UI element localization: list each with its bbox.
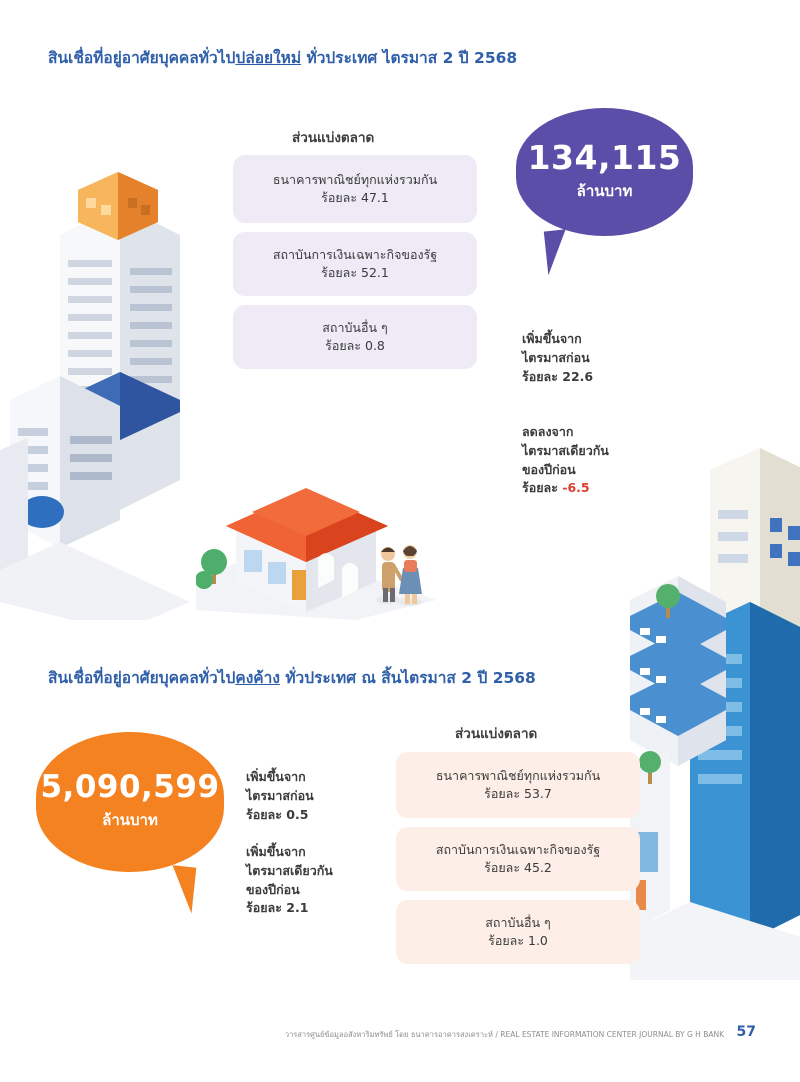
section1-stat-decrease-l1: ลดลงจาก bbox=[522, 424, 574, 439]
section1-pill-2-line2: ร้อยละ 52.1 bbox=[321, 265, 389, 280]
section1-pill-3-line1: สถาบันอื่น ๆ bbox=[322, 319, 388, 335]
section2-heading-pre: สินเชื่อที่อยู่อาศัยบุคคลทั่วไป bbox=[48, 669, 236, 687]
section2-heading bbox=[48, 665, 536, 690]
section1-stat-decrease bbox=[522, 423, 609, 498]
section2-stat-increase-q-l3: ร้อยละ 0.5 bbox=[246, 806, 309, 822]
section1-pill-1 bbox=[233, 155, 477, 223]
section2-pill-1-line2: ร้อยละ 53.7 bbox=[484, 786, 552, 801]
section2-pill-3-line2: ร้อยละ 1.0 bbox=[488, 933, 548, 948]
footer-text: วารสารศูนย์ข้อมูลอสังหาริมทรัพย์ โดย ธนาคารอาคารสงเคราะห์ / REAL ESTATE INFORMATION CENTER JOURNAL BY G H BANK bbox=[284, 1030, 724, 1039]
section1-stat-decrease-l4 bbox=[522, 479, 609, 498]
section2-value-unit: ล้านบาท bbox=[102, 811, 158, 829]
section1-value: 134,115 bbox=[527, 138, 682, 177]
section1-pill-3 bbox=[233, 305, 477, 369]
section1-pill-1-line2: ร้อยละ 47.1 bbox=[321, 190, 389, 205]
section1-stat-decrease-value: -6.5 bbox=[562, 480, 590, 496]
section2-stat-increase-y-l1: เพิ่มขึ้นจาก bbox=[246, 844, 306, 859]
section2-stat-increase-q bbox=[246, 768, 314, 824]
section1-stat-decrease-l3: ของปีก่อน bbox=[522, 461, 576, 477]
section1-heading bbox=[48, 45, 517, 70]
section2-heading-underline: คงค้าง bbox=[235, 669, 280, 687]
section1-value-bubble bbox=[516, 108, 693, 236]
section2-stat-increase-y bbox=[246, 843, 333, 918]
section2-stat-increase-y-l2: ไตรมาสเดียวกัน bbox=[246, 862, 333, 878]
section2-stat-increase-y-l4: ร้อยละ 2.1 bbox=[246, 900, 309, 916]
section1-heading-pre: สินเชื่อที่อยู่อาศัยบุคคลทั่วไป bbox=[48, 49, 236, 67]
section2-stat-increase-y-l3: ของปีก่อน bbox=[246, 881, 300, 897]
section1-stat-increase-l3: ร้อยละ 22.6 bbox=[522, 368, 594, 384]
section2-market-share-label: ส่วนแบ่งตลาด bbox=[455, 726, 538, 742]
section2-pill-3 bbox=[396, 900, 640, 964]
section1-stat-decrease-prefix: ร้อยละ bbox=[522, 480, 563, 496]
section1-heading-underline: ปล่อยใหม่ bbox=[235, 49, 302, 67]
section1-heading-post: ทั่วประเทศ ไตรมาส 2 ปี 2568 bbox=[301, 49, 518, 67]
section1-pill-2-line1: สถาบันการเงินเฉพาะกิจของรัฐ bbox=[272, 246, 438, 262]
section2-pill-1 bbox=[396, 752, 640, 818]
section1-stat-decrease-l2: ไตรมาสเดียวกัน bbox=[522, 442, 609, 458]
section2-heading-post: ทั่วประเทศ ณ สิ้นไตรมาส 2 ปี 2568 bbox=[279, 669, 536, 687]
section1-stat-increase-l1: เพิ่มขึ้นจาก bbox=[522, 331, 582, 346]
section2-pill-2-line1: สถาบันการเงินเฉพาะกิจของรัฐ bbox=[435, 841, 601, 857]
page-number: 57 bbox=[736, 1024, 756, 1040]
illustration-city-right bbox=[630, 440, 800, 1000]
section1-market-share-label: ส่วนแบ่งตลาด bbox=[292, 130, 375, 146]
section2-value-bubble bbox=[36, 732, 224, 872]
section1-stat-increase-l2: ไตรมาสก่อน bbox=[522, 349, 590, 365]
section2-stat-increase-q-l1: เพิ่มขึ้นจาก bbox=[246, 769, 306, 784]
section2-pill-1-line1: ธนาคารพาณิชย์ทุกแห่งรวมกัน bbox=[435, 767, 601, 783]
section2-pill-3-line1: สถาบันอื่น ๆ bbox=[485, 914, 551, 930]
section2-pill-2 bbox=[396, 827, 640, 891]
section1-value-unit: ล้านบาท bbox=[576, 182, 633, 200]
section2-value: 5,090,599 bbox=[40, 769, 220, 805]
bubble-tail-orange bbox=[162, 865, 197, 914]
section1-pill-2 bbox=[233, 232, 477, 296]
bubble-tail-purple bbox=[544, 229, 576, 276]
section2-stat-increase-q-l2: ไตรมาสก่อน bbox=[246, 787, 314, 803]
illustration-house-and-people bbox=[196, 450, 456, 620]
section1-pill-3-line2: ร้อยละ 0.8 bbox=[325, 338, 385, 353]
section1-stat-increase bbox=[522, 330, 593, 386]
section1-pill-1-line1: ธนาคารพาณิชย์ทุกแห่งรวมกัน bbox=[272, 171, 438, 187]
section2-pill-2-line2: ร้อยละ 45.2 bbox=[484, 860, 552, 875]
